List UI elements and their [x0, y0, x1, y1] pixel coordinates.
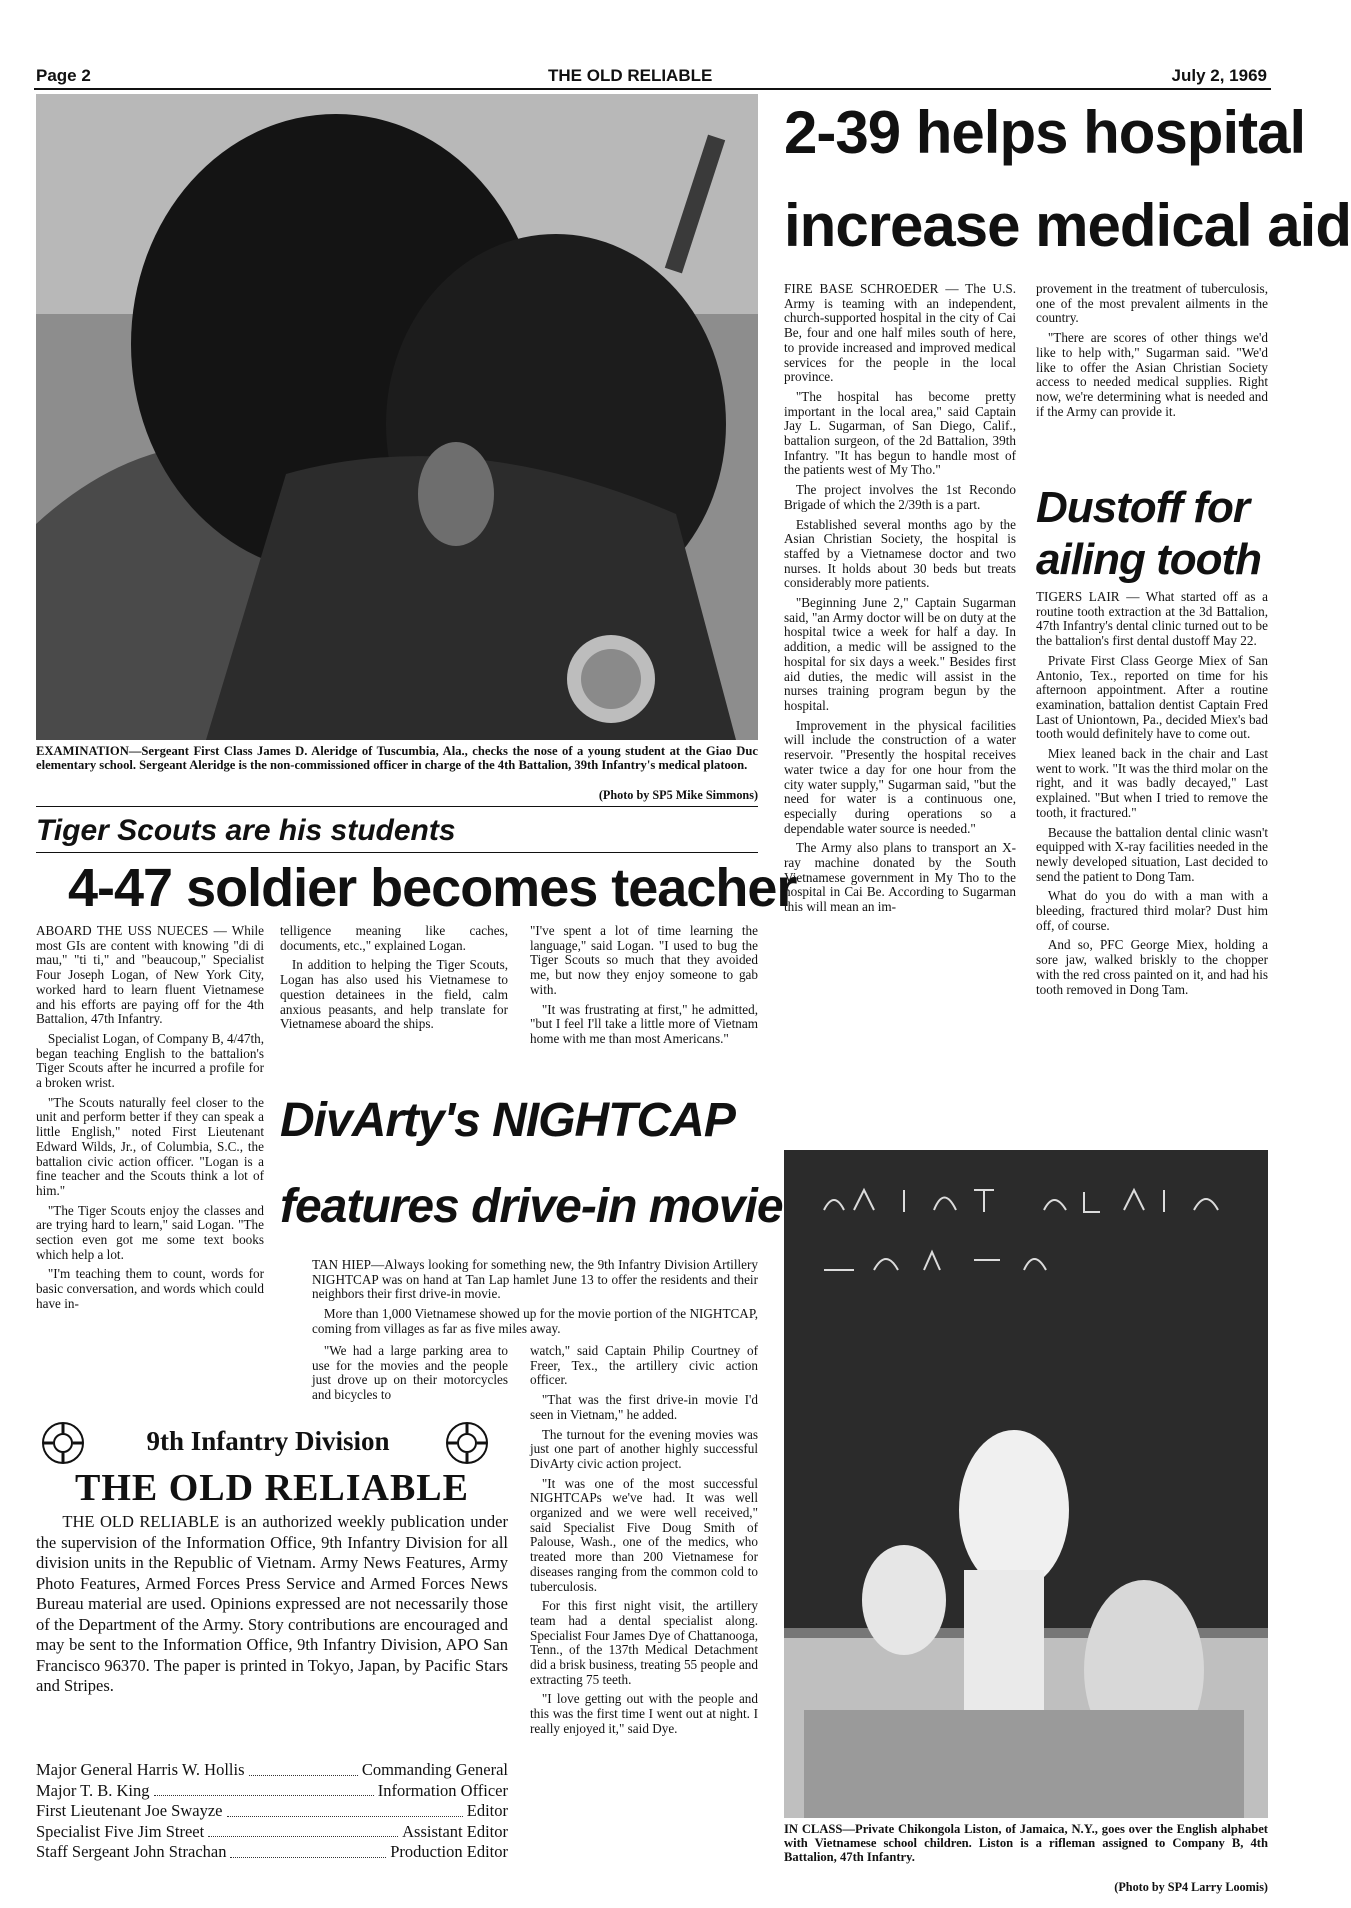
- class-photo-image: [784, 1150, 1268, 1818]
- examination-photo-image: [36, 94, 758, 740]
- hospital-cont-p1: provement in the treatment of tuberculosis, one of the most prevalent ailments in the country.: [1036, 281, 1268, 326]
- examination-credit: (Photo by SP5 Mike Simmons): [598, 788, 758, 802]
- nightcap-b-p5: For this first night visit, the artillery team had a dental specialist along. Specialist Four James Dye of Chattanooga, Tenn., of the 137th Medical Detachment did a brisk business, treating 55 people and extracting 75 teeth.: [530, 1598, 758, 1687]
- hospital-p5: "Beginning June 2," Captain Sugarman said, "an Army doctor will be on duty at the hospital twice a week for half a day. In addition, a medic will be assigned to the hospital for six days a week." Besides first aid duties, the medic will assist in the nurses training program begun by the hospital.: [784, 595, 1016, 713]
- dustoff-p5: What do you do with a man with a bleeding, fractured third molar? Dust him off, of course.: [1036, 888, 1268, 933]
- staff-name: Staff Sergeant John Strachan: [36, 1842, 227, 1861]
- hospital-p4: Established several months ago by the Asian Christian Society, the hospital is staffed by a Vietnamese doctor and two nurses. It holds about 30 beds but treats considerably more patients.: [784, 516, 1016, 591]
- staff-name: First Lieutenant Joe Swayze: [36, 1801, 223, 1820]
- staff-row: [36, 1781, 508, 1802]
- staff-role: Commanding General: [361, 1760, 508, 1779]
- nightcap-lead-p1: TAN HIEP—Always looking for something new, the 9th Infantry Division Artillery NIGHTCAP was on hand at Tan Lap hamlet June 13 to offer the residents and their neighbors their first drive-in movie.: [312, 1257, 758, 1302]
- hospital-p2: "The hospital has become pretty important in the local area," said Captain Jay L. Sugarman, of San Diego, Calif., battalion surgeon, of the 2d Battalion, 39th Infantry. "It has begun to handle most of the patients west of My Tho.": [784, 388, 1016, 478]
- teacher-col-1: [36, 924, 264, 1317]
- division-insignia-left-icon: [40, 1420, 86, 1466]
- kicker-rule: [36, 852, 758, 853]
- photo-in-class: [784, 1150, 1268, 1818]
- staff-role: Assistant Editor: [402, 1821, 508, 1841]
- nightcap-b-p2: "That was the first drive-in movie I'd seen in Vietnam," he added.: [530, 1392, 758, 1422]
- page-number: Page 2: [36, 66, 91, 85]
- dustoff-p2: Private First Class George Miex of San Antonio, Tex., reported on time for his afternoon appointment. After a routine examination, battalion dentist Captain Fred Last of Uniontown, Pa., decided Miex's bad tooth would definitely have to come out.: [1036, 652, 1268, 742]
- hospital-col-1: [784, 282, 1016, 920]
- teacher-c1-p4: "The Tiger Scouts enjoy the classes and are trying hard to learn," said Logan. "The section even got me some text books which help a lot.: [36, 1202, 264, 1262]
- dustoff-p3: Miex leaned back in the chair and Last went to work. "It was the third molar on the right, and it was badly decayed," Last explained. "But when I tried to remove the tooth, it fractured.": [1036, 746, 1268, 820]
- teacher-col-2: [280, 924, 508, 1037]
- nightcap-b-p1: watch," said Captain Philip Courtney of Freer, Tex., the artillery civic action officer.: [530, 1343, 758, 1388]
- dustoff-col: [1036, 590, 1268, 1002]
- nightcap-b-p4: "It was one of the most successful NIGHTCAPs we've had. It was well organized and we were well received," said Specialist Five Doug Smith of Palouse, Wash., one of the medics, who treated more than 200 Vietnamese for diseases ranging from the common cold to tuberculosis.: [530, 1475, 758, 1594]
- staff-name: Major T. B. King: [36, 1780, 150, 1800]
- staff-row: [36, 1842, 508, 1863]
- teacher-headline: 4-47 soldier becomes teacher: [68, 858, 797, 918]
- staff-role: Editor: [466, 1801, 508, 1820]
- nightcap-headline-2: features drive-in movie: [280, 1180, 783, 1233]
- teacher-c1-p5: "I'm teaching them to count, words for basic conversation, and words which could have in-: [36, 1266, 264, 1311]
- hospital-headline-2: increase medical aid: [784, 192, 1351, 259]
- paper-name: THE OLD RELIABLE: [548, 66, 713, 85]
- nightcap-col-a: [312, 1344, 508, 1408]
- dustoff-p1: TIGERS LAIR — What started off as a routine tooth extraction at the 3d Battalion, 47th Infantry's dental clinic turned out to be the battalion's first dental dustoff May 22.: [1036, 589, 1268, 649]
- division-insignia-right-icon: [444, 1420, 490, 1466]
- issue-date: July 2, 1969: [1171, 66, 1267, 85]
- masthead-body: THE OLD RELIABLE is an authorized weekly publication under the supervision of the Information Office, 9th Infantry Division for all division units in the Republic of Vietnam. Army News Features, Army Photo Features, Armed Forces Press Service and Armed Forces News Bureau material are used. Opinions expressed are not necessarily those of the Department of the Army. Story contributions are encouraged and may be sent to the Information Office, 9th Infantry Division, APO San Francisco 96370. The paper is printed in Tokyo, Japan, by Pacific Stars and Stripes.: [36, 1512, 508, 1695]
- staff-row: [36, 1801, 508, 1822]
- hospital-p6: Improvement in the physical facilities will include the construction of a water reservoir. "Presently the hospital receives water twice a day for one hour from the city water supply," Sugarman said, "but the need for water is a continuous one, especially during operations so a dependable water source is needed.": [784, 717, 1016, 836]
- teacher-c1-p2: Specialist Logan, of Company B, 4/47th, began teaching English to the battalion's Tiger Scouts after he incurred a profile for a broken wrist.: [36, 1030, 264, 1091]
- teacher-c2-p1: telligence meaning like caches, documents, etc.," explained Logan.: [280, 923, 508, 953]
- teacher-col-3: [530, 924, 758, 1052]
- hospital-p1: FIRE BASE SCHROEDER — The U.S. Army is teaming with an independent, church-supported hospital in the city of Cai Be, four and one half miles south of here, to provide increased and improved medical services for the people in the local province.: [784, 281, 1016, 385]
- dustoff-p4: Because the battalion dental clinic wasn't equipped with X-ray facilities needed in the newly developed situation, Last decided to send the patient to Dong Tam.: [1036, 824, 1268, 884]
- teacher-c3-p2: "It was frustrating at first," he admitted, "but I feel I'll take a little more of Vietnam home with me than most Americans.": [530, 1001, 758, 1046]
- class-caption: IN CLASS—Private Chikongola Liston, of Jamaica, N.Y., goes over the English alphabet with Vietnamese school children. Liston is a rifleman assigned to Company B, 4th Battalion, 47th Infantry.: [784, 1822, 1268, 1864]
- nightcap-lead-p2: More than 1,000 Vietnamese showed up for the movie portion of the NIGHTCAP, coming from villages as far as five miles away.: [312, 1306, 758, 1336]
- nightcap-headline-1: DivArty's NIGHTCAP: [280, 1094, 735, 1147]
- examination-caption: EXAMINATION—Sergeant First Class James D. Aleridge of Tuscumbia, Ala., checks the nose of a young student at the Giao Duc elementary school. Sergeant Aleridge is the non-commissioned officer in charge of the 4th Battalion, 39th Infantry's medical platoon.: [36, 744, 758, 772]
- teacher-c1-p1: ABOARD THE USS NUECES — While most GIs are content with knowing "di di mau," "ti ti," and "beaucoup," Specialist Four Joseph Logan, of New York City, worked hard to learn fluent Vietnamese and his efforts are paying off for the 4th Battalion, 47th Infantry.: [36, 923, 264, 1027]
- teacher-c2-p2: In addition to helping the Tiger Scouts, Logan has also used his Vietnamese to question detainees in the field, calm anxious peasants, and help translate for Vietnamese aboard the ships.: [280, 957, 508, 1032]
- photo-examination: [36, 94, 758, 740]
- caption-rule: [36, 806, 758, 807]
- staff-role: Production Editor: [390, 1842, 508, 1861]
- header-rule: [34, 88, 1271, 90]
- teacher-c1-p3: "The Scouts naturally feel closer to the unit and perform better if they can speak a little English," noted First Lieutenant Edward Wilds, Jr., of Columbia, S.C., the battalion civic action officer. "Logan is a fine teacher and the Scouts think a lot of him.": [36, 1094, 264, 1198]
- hospital-p3: The project involves the 1st Recondo Brigade of which the 2/39th is a part.: [784, 482, 1016, 512]
- hospital-headline-1: 2-39 helps hospital: [784, 99, 1306, 166]
- nightcap-lead: [312, 1258, 758, 1342]
- masthead-division: 9th Infantry Division: [146, 1426, 390, 1456]
- hospital-p7: The Army also plans to transport an X-ray machine donated by the South Vietnamese government in My Tho to the hospital in Cai Be. According to Sugarman this will mean an im-: [784, 840, 1016, 915]
- dustoff-headline-1: Dustoff for: [1036, 483, 1250, 532]
- hospital-col-2: [1036, 282, 1268, 424]
- dustoff-p6: And so, PFC George Miex, holding a sore jaw, walked briskly to the chopper with the red cross painted on it, and had his tooth removed in Dong Tam.: [1036, 937, 1268, 997]
- hospital-cont-p2: "There are scores of other things we'd like to help with," Sugarman said. "We'd like to offer the Asian Christian Society access to needed medical supplies. Right now, we're determining what is needed and if the Army can provide it.: [1036, 330, 1268, 419]
- staff-row: [36, 1822, 508, 1843]
- teacher-c3-p1: "I've spent a lot of time learning the language," said Logan. "I used to bug the Tiger Scouts so much that they avoided me, but now they enjoy someone to gab with.: [530, 923, 758, 997]
- staff-name: Specialist Five Jim Street: [36, 1821, 205, 1841]
- masthead-title: THE OLD RELIABLE: [75, 1467, 469, 1509]
- nightcap-b-p6: "I love getting out with the people and this was the first time I went out at night. I really enjoyed it," said Dye.: [530, 1691, 758, 1736]
- nightcap-a-p1: "We had a large parking area to use for the movies and the people just drove up on their motorcycles and bicycles to: [312, 1343, 508, 1403]
- dustoff-headline-2: ailing tooth: [1036, 535, 1262, 584]
- class-credit: (Photo by SP4 Larry Loomis): [1114, 1880, 1268, 1894]
- masthead-box: [36, 1420, 508, 1860]
- nightcap-b-p3: The turnout for the evening movies was just one part of another highly successful DivArty civic action project.: [530, 1426, 758, 1471]
- teacher-kicker: Tiger Scouts are his students: [36, 814, 456, 847]
- staff-list: [36, 1760, 508, 1863]
- staff-row: [36, 1760, 508, 1781]
- nightcap-col-b: [530, 1344, 758, 1742]
- staff-name: Major General Harris W. Hollis: [36, 1760, 245, 1779]
- staff-role: Information Officer: [377, 1780, 508, 1800]
